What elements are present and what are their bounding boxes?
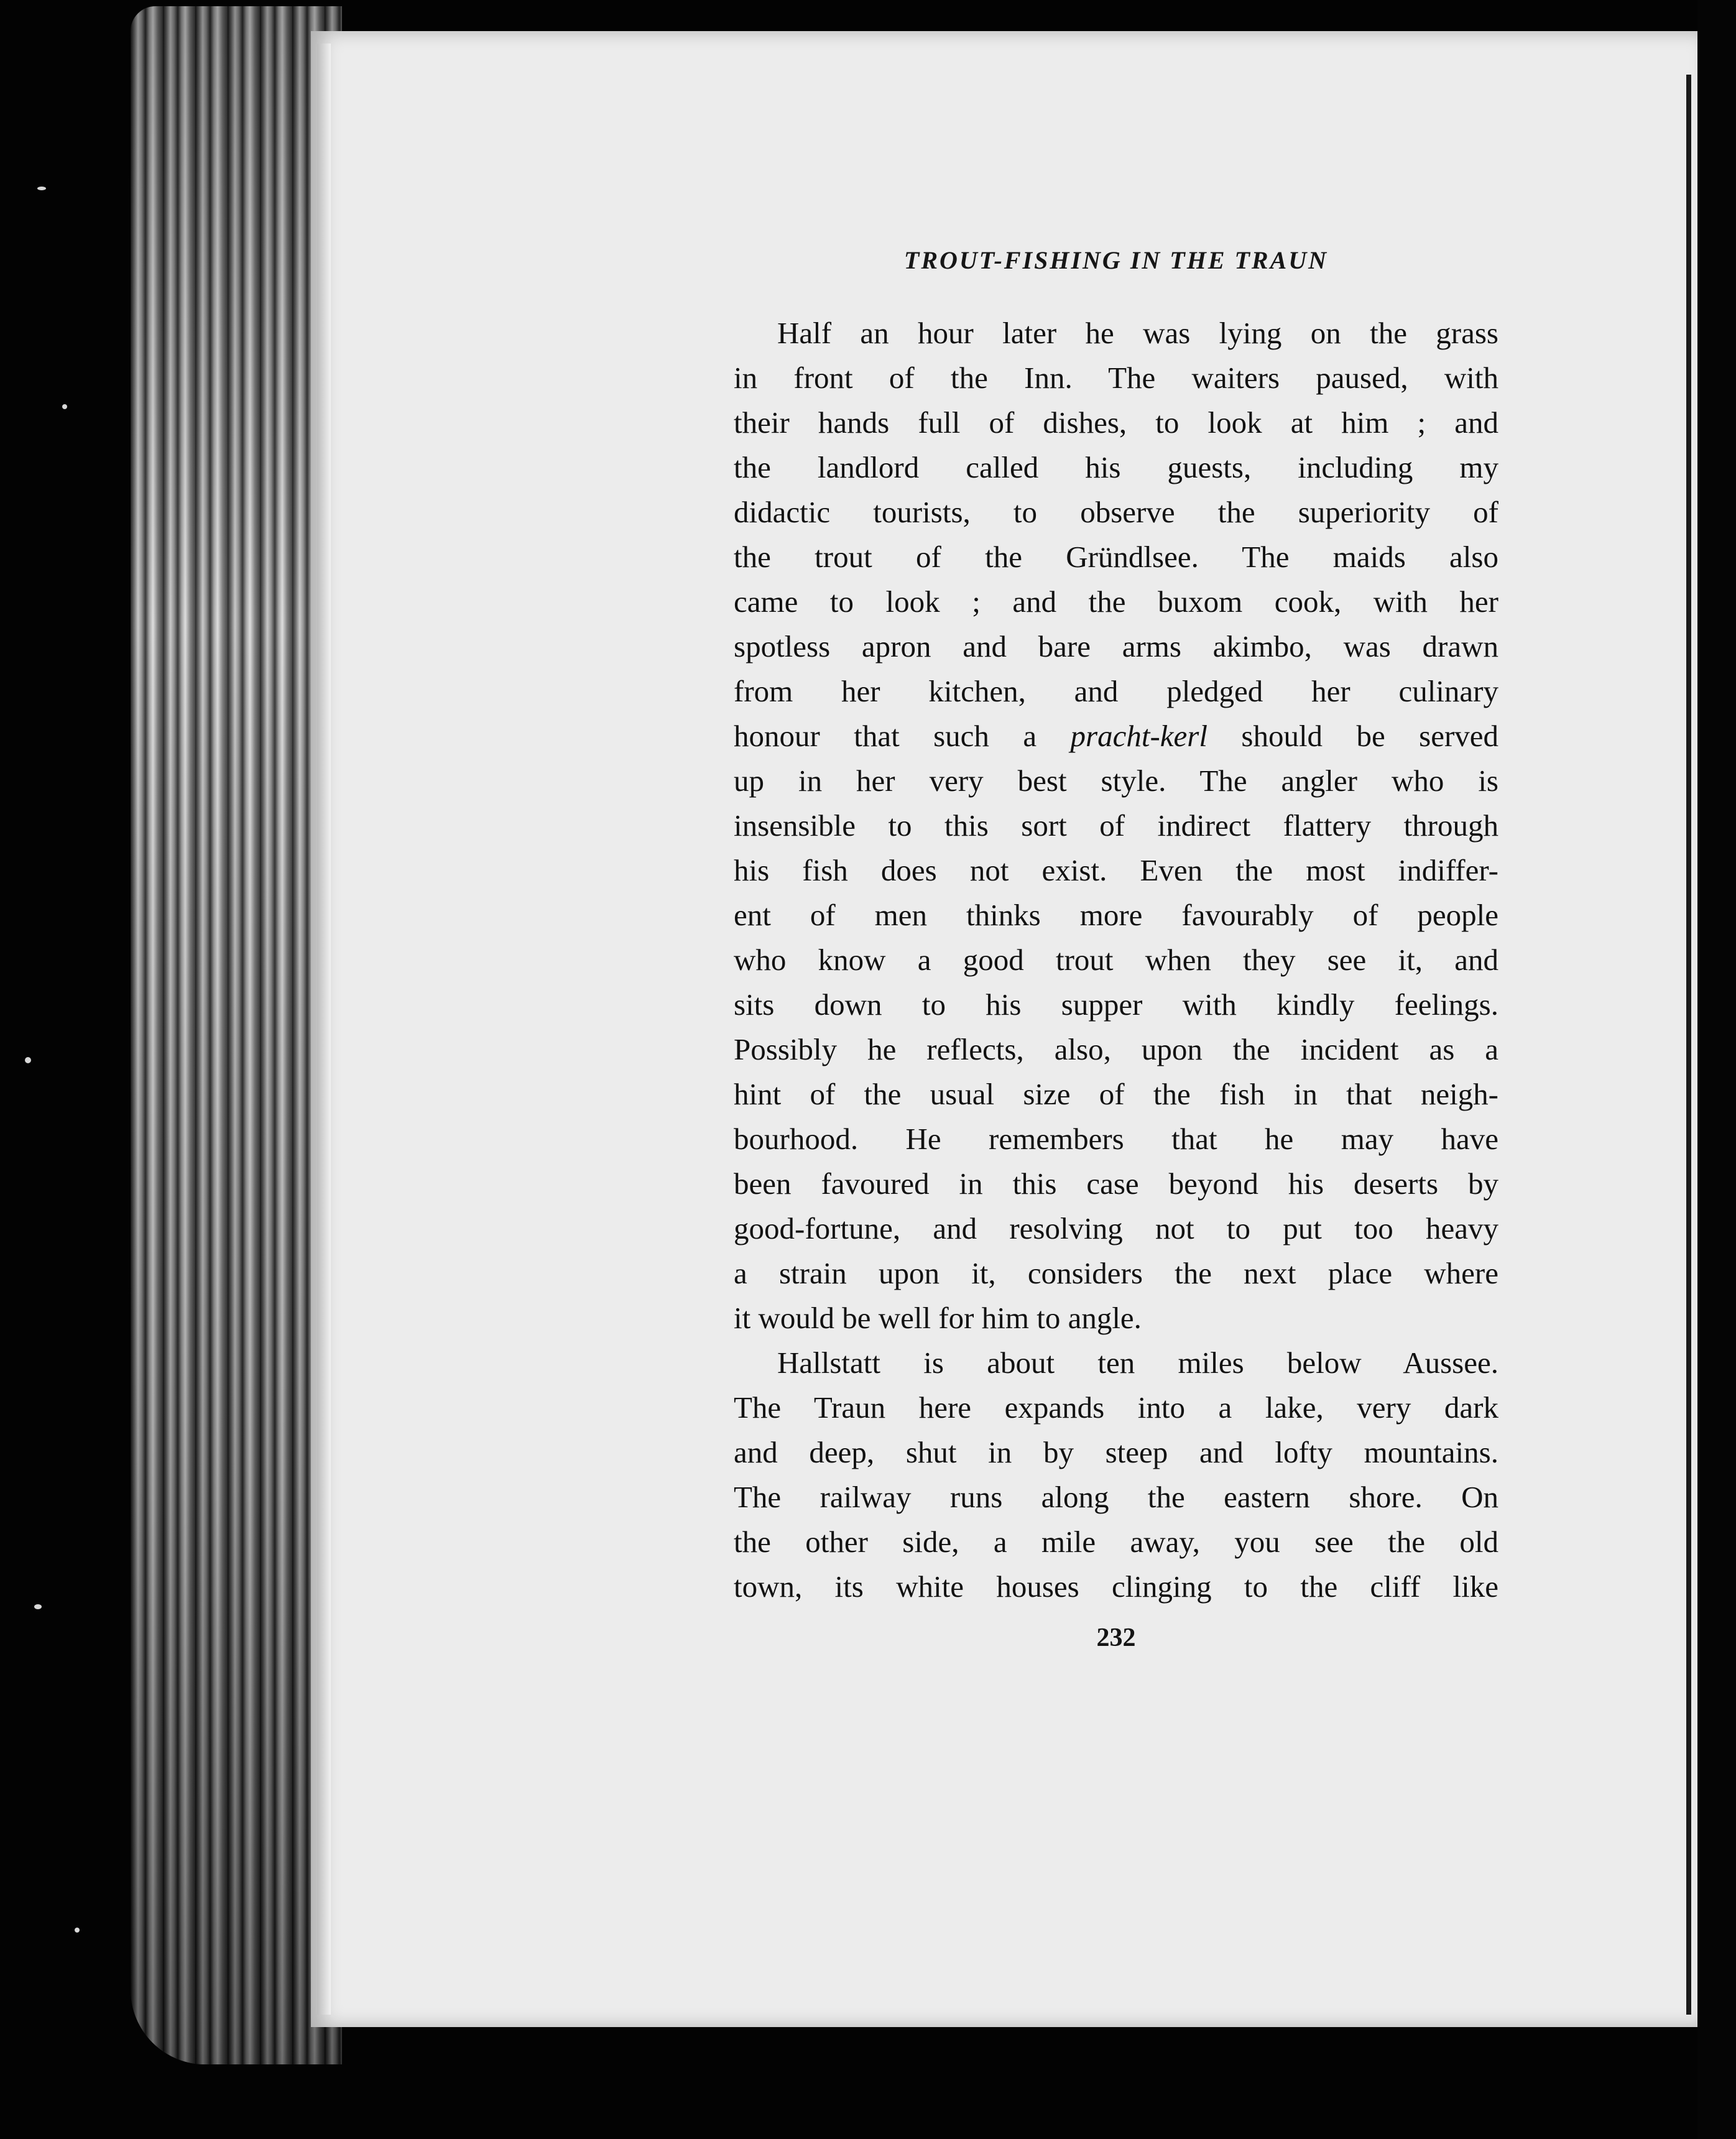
- text-segment: should be served: [1241, 719, 1499, 753]
- text-line: their hands full of dishes, to look at him ; and: [734, 405, 1498, 440]
- text-line: who know a good trout when they see it, and: [734, 943, 1498, 977]
- text-line: his fish does not exist. Even the most indiffer-: [734, 853, 1498, 887]
- text-line: been favoured in this case beyond his deserts by: [734, 1167, 1498, 1201]
- text-line: bourhood. He remembers that he may have: [734, 1122, 1498, 1156]
- text-line: didactic tourists, to observe the superiority of: [734, 495, 1498, 529]
- text-line: the landlord called his guests, including my: [734, 450, 1498, 484]
- text-line: hint of the usual size of the fish in that neigh-: [734, 1077, 1498, 1111]
- page-gutter-edge: [317, 44, 331, 2015]
- scan-speck: [37, 187, 46, 190]
- text-line: it would be well for him to angle.: [734, 1301, 1142, 1335]
- text-line: town, its white houses clinging to the cliff like: [734, 1569, 1498, 1604]
- text-line: Possibly he reflects, also, upon the incident as a: [734, 1032, 1498, 1066]
- scan-speck: [34, 1604, 42, 1609]
- italic-phrase: pracht-kerl: [1070, 719, 1207, 753]
- text-segment: honour that such a: [734, 719, 1037, 753]
- text-line: The Traun here expands into a lake, very dark: [734, 1390, 1498, 1425]
- page-number: 232: [1096, 1624, 1136, 1652]
- text-line: in front of the Inn. The waiters paused, with: [734, 361, 1498, 395]
- text-line: insensible to this sort of indirect flattery through: [734, 808, 1498, 843]
- scan-border: [1697, 0, 1736, 2139]
- text-line: Hallstatt is about ten miles below Aussee.: [777, 1346, 1498, 1380]
- text-line: The railway runs along the eastern shore. On: [734, 1480, 1498, 1514]
- text-line: Half an hour later he was lying on the grass: [777, 316, 1498, 350]
- text-line: the trout of the Gründlsee. The maids also: [734, 540, 1498, 574]
- text-line: good-fortune, and resolving not to put too heavy: [734, 1211, 1498, 1245]
- running-head: TROUT-FISHING IN THE TRAUN: [903, 246, 1329, 274]
- text-line: from her kitchen, and pledged her culinary: [734, 674, 1498, 708]
- text-line: a strain upon it, considers the next place where: [734, 1256, 1498, 1290]
- text-line: and deep, shut in by steep and lofty mountains.: [734, 1435, 1498, 1469]
- scan-speck: [75, 1928, 80, 1933]
- book-page-edges: [131, 6, 342, 2064]
- text-line: sits down to his supper with kindly feelings.: [734, 987, 1498, 1022]
- text-line: came to look ; and the buxom cook, with her: [734, 584, 1498, 619]
- scan-speck: [62, 404, 67, 409]
- text-line: the other side, a mile away, you see the old: [734, 1525, 1498, 1559]
- right-page-edge: [1686, 75, 1691, 2015]
- text-line: spotless apron and bare arms akimbo, was drawn: [734, 629, 1498, 663]
- scan-speck: [25, 1057, 31, 1063]
- text-line-with-italic: [734, 714, 1498, 759]
- text-line: ent of men thinks more favourably of people: [734, 898, 1498, 932]
- text-line: up in her very best style. The angler who is: [734, 764, 1498, 798]
